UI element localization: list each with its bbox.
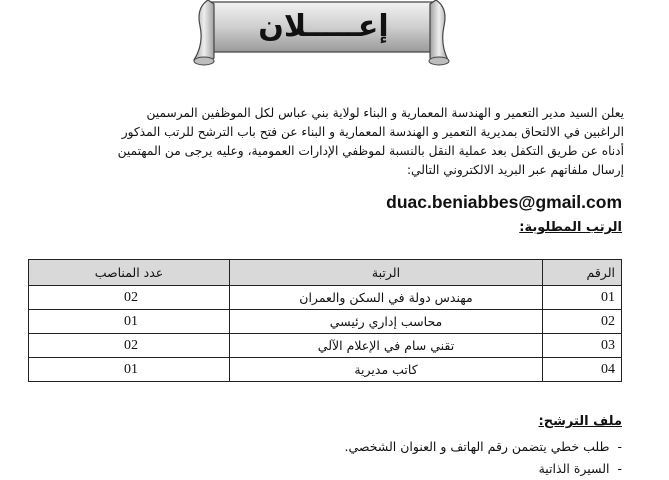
list-item [62, 436, 622, 458]
list-item-text: طلب خطي يتضمن رقم الهاتف و العنوان الشخصي. [344, 439, 610, 454]
row-number: 03 [543, 334, 622, 358]
row-posts: 01 [29, 310, 230, 334]
row-grade: كاتب مديرية [230, 358, 543, 382]
row-grade: مهندس دولة في السكن والعمران [230, 286, 543, 310]
list-bullet: - [617, 461, 622, 476]
announcement-paragraph [90, 104, 624, 180]
row-posts: 01 [29, 358, 230, 382]
header-posts: عدد المناصب [29, 260, 230, 286]
paragraph-line: يعلن السيد مدير التعمير و الهندسة المعمارية و البناء لولاية بني عباس لكل الموظفين المرسمين [146, 106, 624, 120]
grades-section-title: الرتب المطلوبة: [519, 220, 622, 235]
table-row [29, 286, 622, 310]
row-posts: 02 [29, 286, 230, 310]
paragraph-line: إرسال ملفاتهم عبر البريد الالكتروني التالي: [406, 163, 624, 177]
application-file-title: ملف الترشح: [538, 414, 622, 429]
table-row [29, 358, 622, 382]
application-file-list [62, 436, 622, 480]
row-posts: 02 [29, 334, 230, 358]
table-row [29, 334, 622, 358]
row-number: 02 [543, 310, 622, 334]
row-number: 01 [543, 286, 622, 310]
paragraph-line: أدناه عن طريق التكفل بعد عملية النقل بالنسبة لموظفي الإدارات العمومية، وعليه يرجى من المهتمين [117, 144, 624, 158]
header-grade: الرتبة [230, 260, 543, 286]
paragraph-line: الراغبين في الالتحاق بمديرية التعمير و الهندسة المعمارية و البناء عن فتح باب الترشح للرتب المذكور [121, 125, 624, 139]
row-grade: تقني سام في الإعلام الآلي [230, 334, 543, 358]
header-number: الرقم [543, 260, 622, 286]
row-grade: محاسب إداري رئيسي [230, 310, 543, 334]
table-row [29, 310, 622, 334]
list-item [62, 458, 622, 480]
announcement-title: إعـــــلان [258, 8, 389, 44]
grades-table [28, 259, 622, 382]
title-banner [186, 0, 454, 68]
row-number: 04 [543, 358, 622, 382]
table-header-row [29, 260, 622, 286]
contact-email[interactable]: duac.beniabbes@gmail.com [386, 192, 622, 212]
list-bullet: - [617, 439, 622, 454]
list-item-text: السيرة الذاتية [538, 461, 610, 476]
